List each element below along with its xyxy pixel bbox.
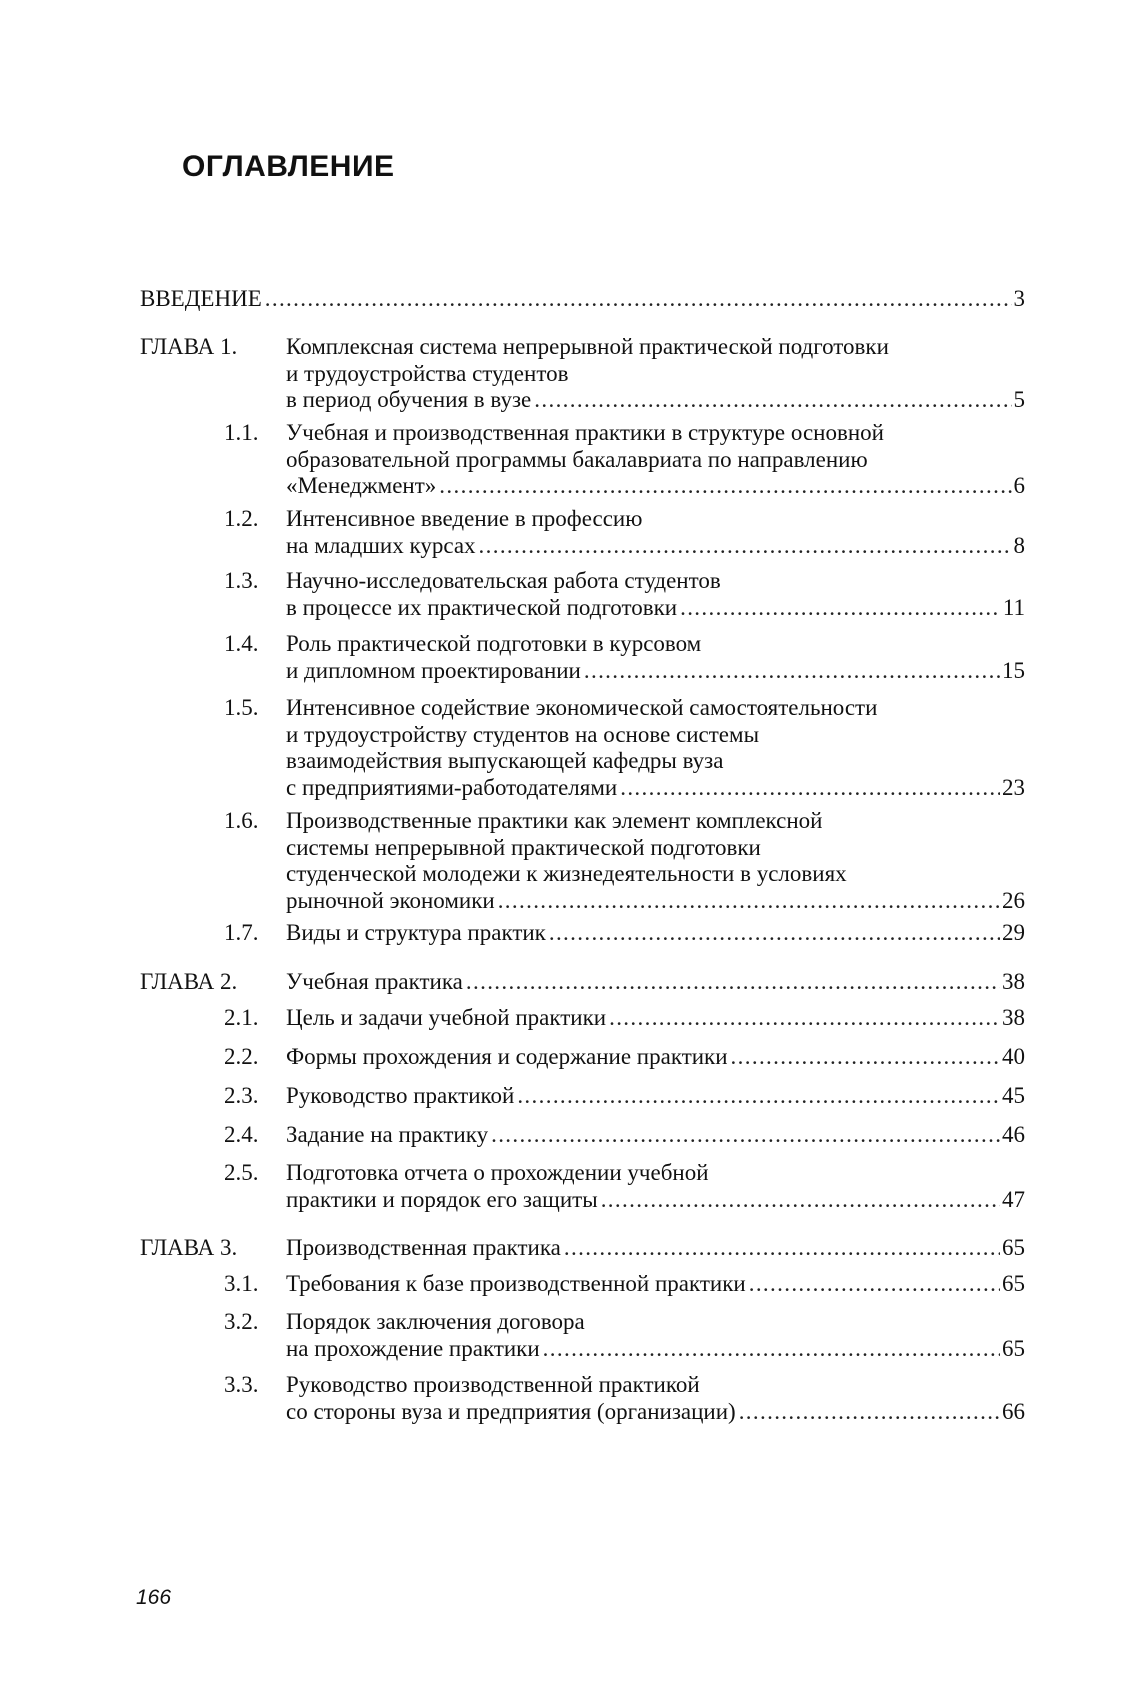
entry-title-line: Цель и задачи учебной практики (286, 1005, 607, 1030)
section-number: 1.6. (224, 808, 259, 833)
entry-title (286, 1372, 1025, 1425)
section-number: 2.1. (224, 1005, 259, 1030)
entry-title-last-line (286, 658, 1025, 685)
entry-title-line: «Менеджмент» (286, 473, 437, 498)
entry-title (286, 334, 1025, 414)
section-number: 3.1. (224, 1271, 259, 1296)
entry-page-number: 29 (1002, 920, 1025, 945)
dot-leader (680, 595, 1001, 622)
entry-title-last-line (286, 1336, 1025, 1363)
entry-title (286, 1309, 1025, 1362)
entry-page-number: 65 (1002, 1335, 1025, 1361)
entry-page-number: 3 (1013, 286, 1025, 311)
entry-page-number: 65 (1002, 1271, 1025, 1296)
entry-title-line: Интенсивное введение в профессию (286, 506, 643, 531)
section-number: 1.2. (224, 506, 259, 531)
entry-title-line: Подготовка отчета о прохождении учебной (286, 1160, 709, 1185)
chapter-number: ГЛАВА 3. (140, 1235, 238, 1260)
dot-leader (543, 1336, 1000, 1363)
entry-title-line: Производственная практика (286, 1235, 561, 1260)
entry-page-number: 11 (1002, 594, 1025, 620)
entry-page-number: 15 (1002, 657, 1025, 683)
entry-title-last-line (286, 775, 1025, 802)
entry-title (286, 1235, 1025, 1262)
entry-title-line: Учебная и производственная практики в структуре основной (286, 420, 884, 445)
entry-title-last-line (286, 888, 1025, 915)
entry-title-last-line (286, 1044, 1025, 1071)
entry-page-number: 26 (1002, 887, 1025, 913)
entry-title-line: со стороны вуза и предприятия (организации) (286, 1398, 736, 1424)
dot-leader (498, 888, 1000, 915)
entry-title (286, 920, 1025, 947)
entry-page-number: 66 (1002, 1398, 1025, 1424)
entry-title-last-line (286, 1005, 1025, 1032)
section-number: 1.1. (224, 420, 259, 445)
entry-title-last-line (286, 1235, 1025, 1262)
entry-title-line: Порядок заключения договора (286, 1309, 585, 1334)
entry-title-line: на прохождение практики (286, 1335, 540, 1361)
entry-title-line: с предприятиями-работодателями (286, 774, 618, 800)
entry-title-last-line (286, 387, 1025, 414)
entry-title-line: в период обучения в вузе (286, 387, 532, 412)
dot-leader (564, 1235, 1000, 1262)
entry-page-number: 40 (1002, 1044, 1025, 1069)
entry-title (140, 286, 1025, 313)
entry-title-line: в процессе их практической подготовки (286, 594, 678, 620)
entry-title-line: Научно-исследовательская работа студентов (286, 568, 721, 593)
entry-title (286, 1122, 1025, 1149)
entry-title-line: Руководство производственной практикой (286, 1372, 700, 1397)
section-number: 1.3. (224, 568, 259, 593)
entry-title-last-line (286, 533, 1025, 560)
chapter-number: ГЛАВА 1. (140, 334, 238, 359)
entry-page-number: 23 (1002, 774, 1025, 800)
chapter-number: ГЛАВА 2. (140, 969, 238, 994)
entry-title (286, 695, 1025, 801)
section-number: 1.7. (224, 920, 259, 945)
entry-title-line: студенческой молодежи к жизнедеятельности в условиях (286, 861, 847, 886)
entry-title-line: практики и порядок его защиты (286, 1186, 598, 1212)
entry-title (286, 631, 1025, 684)
entry-page-number: 8 (1013, 532, 1025, 558)
entry-title-last-line (286, 920, 1025, 947)
dot-leader (491, 1122, 1000, 1149)
entry-title-line: Руководство практикой (286, 1083, 515, 1108)
section-number: 2.5. (224, 1160, 259, 1185)
entry-title-line: рыночной экономики (286, 887, 495, 913)
entry-page-number: 46 (1002, 1122, 1025, 1147)
entry-title (286, 808, 1025, 914)
entry-title-last-line (140, 286, 1025, 313)
entry-title (286, 1044, 1025, 1071)
entry-title-line: и дипломном проектировании (286, 657, 581, 683)
entry-page-number: 45 (1002, 1083, 1025, 1108)
section-number: 1.5. (224, 695, 259, 720)
entry-title-line: Виды и структура практик (286, 920, 546, 945)
dot-leader (584, 658, 1000, 685)
entry-page-number: 6 (1013, 473, 1025, 498)
dot-leader (265, 286, 1012, 313)
entry-title (286, 420, 1025, 500)
dot-leader (620, 775, 1000, 802)
entry-page-number: 47 (1002, 1186, 1025, 1212)
entry-page-number: 38 (1002, 969, 1025, 994)
entry-title-line: взаимодействия выпускающей кафедры вуза (286, 748, 724, 773)
dot-leader (731, 1044, 1000, 1071)
entry-title-last-line (286, 1271, 1025, 1298)
dot-leader (739, 1399, 1000, 1426)
section-number: 3.3. (224, 1372, 259, 1397)
entry-title (286, 1160, 1025, 1213)
entry-page-number: 38 (1002, 1005, 1025, 1030)
entry-title-line: и трудоустройству студентов на основе системы (286, 721, 760, 747)
entry-title (286, 506, 1025, 559)
entry-title-last-line (286, 1122, 1025, 1149)
entry-title-line: и трудоустройства студентов (286, 360, 569, 386)
dot-leader (517, 1083, 1000, 1110)
dot-leader (601, 1187, 1000, 1214)
page-title: ОГЛАВЛЕНИЕ (182, 150, 395, 183)
entry-title-line: Учебная практика (286, 969, 463, 994)
dot-leader (549, 920, 1000, 947)
entry-title-last-line (286, 1399, 1025, 1426)
entry-title (286, 1005, 1025, 1032)
entry-title (286, 969, 1025, 996)
entry-title-line: Задание на практику (286, 1122, 489, 1147)
section-number: 3.2. (224, 1309, 259, 1334)
entry-title-line: Требования к базе производственной практики (286, 1271, 746, 1296)
entry-title-line: Комплексная система непрерывной практической подготовки (286, 334, 889, 359)
entry-title-last-line (286, 595, 1025, 622)
section-number: 2.4. (224, 1122, 259, 1147)
dot-leader (439, 473, 1011, 500)
entry-title-line: Производственные практики как элемент комплексной (286, 808, 823, 833)
entry-title (286, 568, 1025, 621)
section-number: 2.2. (224, 1044, 259, 1069)
entry-title-line: Роль практической подготовки в курсовом (286, 631, 702, 656)
entry-title-line: Формы прохождения и содержание практики (286, 1044, 728, 1069)
entry-title-line: Интенсивное содействие экономической самостоятельности (286, 695, 878, 720)
dot-leader (534, 387, 1011, 414)
entry-page-number: 5 (1013, 387, 1025, 412)
entry-title-line: системы непрерывной практической подготовки (286, 834, 761, 860)
section-number: 1.4. (224, 631, 259, 656)
dot-leader (466, 969, 1000, 996)
entry-page-number: 65 (1002, 1235, 1025, 1260)
entry-title (286, 1083, 1025, 1110)
dot-leader (609, 1005, 1000, 1032)
entry-title (286, 1271, 1025, 1298)
entry-title-last-line (286, 473, 1025, 500)
entry-title-last-line (286, 1083, 1025, 1110)
entry-title-line: образовательной программы бакалавриата по направлению (286, 446, 868, 472)
dot-leader (749, 1271, 1000, 1298)
entry-title-last-line (286, 969, 1025, 996)
entry-title-line: ВВЕДЕНИЕ (140, 286, 262, 311)
entry-title-line: на младших курсах (286, 532, 476, 558)
page-number: 166 (136, 1586, 172, 1609)
dot-leader (479, 533, 1012, 560)
section-number: 2.3. (224, 1083, 259, 1108)
entry-title-last-line (286, 1187, 1025, 1214)
